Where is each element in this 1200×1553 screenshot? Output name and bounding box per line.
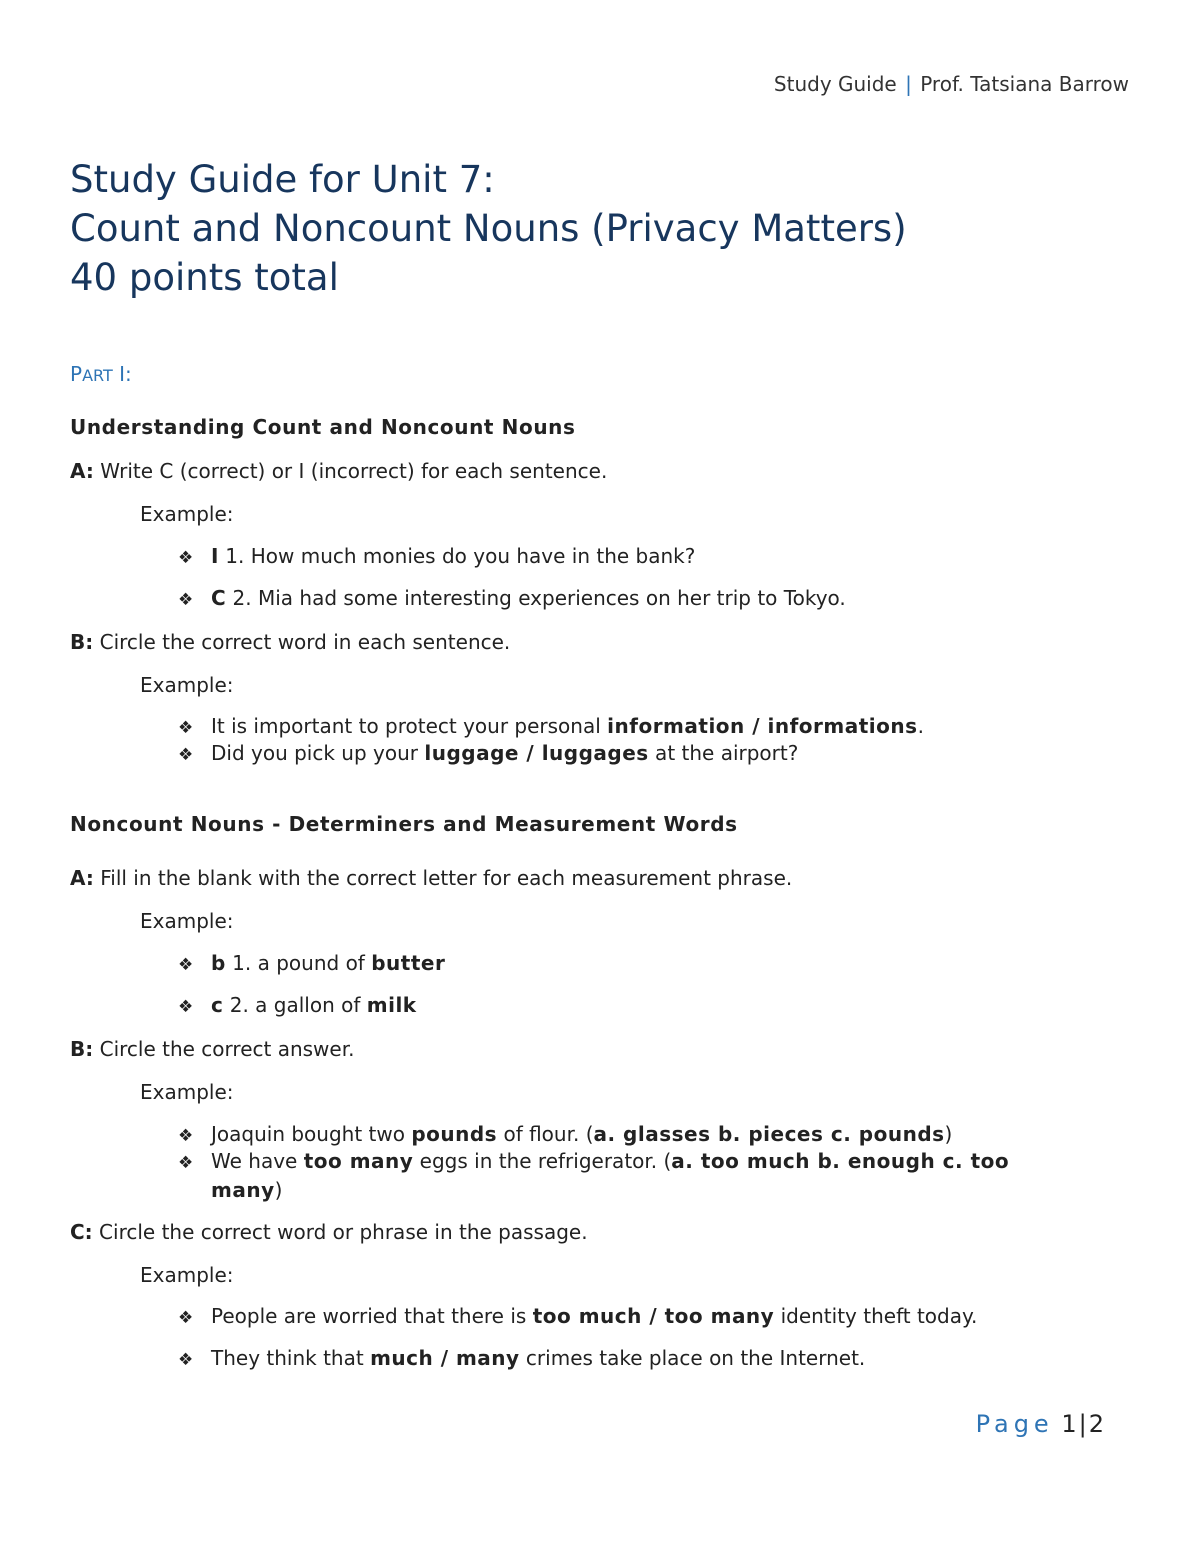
list-item: ❖ Did you pick up your luggage / luggages at the airport? [178,740,1078,769]
diamond-bullet-icon: ❖ [178,1308,194,1328]
diamond-bullet-icon: ❖ [178,1126,194,1146]
instruction-2b: B: Circle the correct answer. [70,1037,355,1061]
section-heading-count-noncount: Understanding Count and Noncount Nouns [70,415,576,439]
current-page: 1 [1061,1410,1077,1438]
list-item: ❖ I 1. How much monies do you have in the bank? [178,543,1078,572]
header-separator: | [905,72,912,96]
list-item: ❖ It is important to protect your personal information / informations. [178,713,1078,742]
list-item: ❖ People are worried that there is too much / too many identity theft today. [178,1303,1078,1332]
instruction-1b: B: Circle the correct word in each sentence. [70,630,511,654]
diamond-bullet-icon: ❖ [178,955,194,975]
example-label: Example: [140,502,234,526]
title-line-3: 40 points total [70,256,339,299]
example-label: Example: [140,909,234,933]
example-label: Example: [140,1263,234,1287]
diamond-bullet-icon: ❖ [178,590,194,610]
document-title [70,155,907,302]
title-line-2: Count and Noncount Nouns (Privacy Matters) [70,207,907,250]
diamond-bullet-icon: ❖ [178,997,194,1017]
footer-separator: | [1078,1410,1087,1438]
list-item: ❖ C 2. Mia had some interesting experiences on her trip to Tokyo. [178,585,1078,614]
instruction-2c: C: Circle the correct word or phrase in the passage. [70,1220,588,1244]
list-item: ❖ b 1. a pound of butter [178,950,1078,979]
title-line-1: Study Guide for Unit 7: [70,158,495,201]
instruction-2a: A: Fill in the blank with the correct letter for each measurement phrase. [70,866,793,890]
diamond-bullet-icon: ❖ [178,745,194,765]
part-heading: PART I: [70,362,132,386]
example-label: Example: [140,673,234,697]
header-author: Prof. Tatsiana Barrow [920,72,1129,96]
diamond-bullet-icon: ❖ [178,1350,194,1370]
page-header [774,72,1129,96]
instruction-1a: A: Write C (correct) or I (incorrect) for each sentence. [70,459,608,483]
list-item: ❖ c 2. a gallon of milk [178,992,1078,1021]
diamond-bullet-icon: ❖ [178,548,194,568]
example-label: Example: [140,1080,234,1104]
header-doc-title: Study Guide [773,72,897,96]
list-item: ❖ Joaquin bought two pounds of flour. (a. glasses b. pieces c. pounds) [178,1121,1078,1150]
page-number-footer [976,1410,1104,1438]
list-item: ❖ They think that much / many crimes take place on the Internet. [178,1345,1078,1374]
list-item: ❖ We have too many eggs in the refrigerator. (a. too much b. enough c. too many) [178,1149,1010,1202]
page-label: Page [975,1410,1054,1438]
diamond-bullet-icon: ❖ [178,1153,194,1173]
diamond-bullet-icon: ❖ [178,718,194,738]
section-heading-determiners: Noncount Nouns - Determiners and Measurement Words [70,812,738,836]
total-pages: 2 [1088,1410,1104,1438]
